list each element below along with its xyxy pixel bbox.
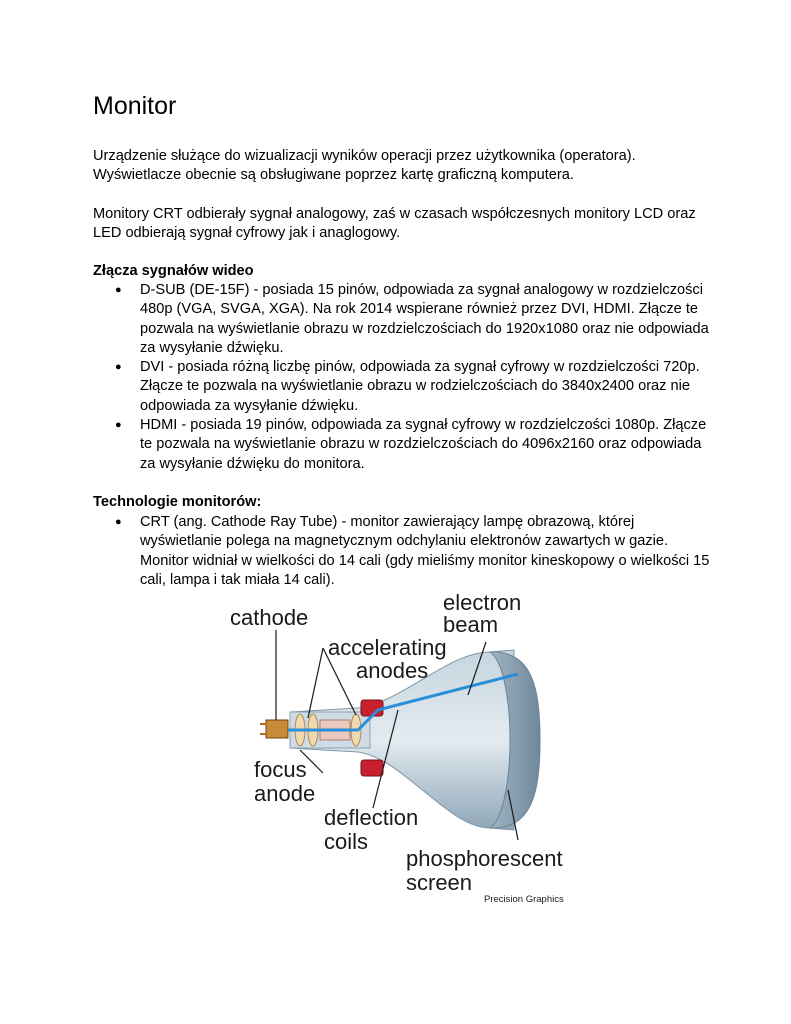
label-coils: coils xyxy=(324,829,369,854)
intro-paragraph-2: Monitory CRT odbierały sygnał analogowy, zaś w czasach współczesnych monitory LCD oraz LED odbierają sygnał cyfrowy jak i anaglogowy. xyxy=(93,206,696,242)
label-cathode: cathode xyxy=(230,605,309,630)
list-item xyxy=(93,281,713,358)
technology-crt-text: CRT (ang. Cathode Ray Tube) - monitor zawierający lampę obrazową, której wyświetlanie polega na magnetycznym odchylaniu elektronów zawartych w gazie. Monitor widniał w wielkości do 14 cali (gdy mieliśmy monitor kineskopowy o wielkości 15 cali, lampa i tak miała 14 cali). xyxy=(140,514,710,588)
crt-diagram xyxy=(228,590,578,908)
list-item xyxy=(93,416,713,474)
label-anodes: anodes xyxy=(356,658,429,683)
figure-credit: Precision Graphics xyxy=(484,894,564,905)
label-deflection: deflection xyxy=(324,805,419,830)
cathode-block xyxy=(266,720,288,738)
label-beam: beam xyxy=(443,612,499,637)
label-accelerating: accelerating xyxy=(328,635,447,660)
connector-dvi-text: DVI - posiada różną liczbę pinów, odpowiada za sygnał cyfrowy w rozdzielczości 720p. Złącze te pozwala na wyświetlanie obrazu w rodzielczościach do 3840x2400 oraz nie odpowiada za wysyłanie dźwięku. xyxy=(140,359,700,414)
label-phosphorescent: phosphorescent xyxy=(406,846,563,871)
connector-hdmi-text: HDMI - posiada 19 pinów, odpowiada za sygnał cyfrowy w rozdzielczości 1080p. Złącze te pozwala na wyświetlanie obrazu w rozdzielczościach do 4096x2160 oraz odpowiada za wysyłanie dźwięku do monitora. xyxy=(140,417,707,472)
technologies-list xyxy=(93,513,713,590)
bullet-icon: ● xyxy=(115,284,122,296)
intro-paragraph-1: Urządzenie służące do wizualizacji wyników operacji przez użytkownika (operatora). Wyświetlacze obecnie są obsługiwane poprzez kartę graficzną komputera. xyxy=(93,148,636,184)
deflection-coil-bottom xyxy=(361,760,383,776)
deflection-coil-top xyxy=(361,700,383,716)
crt-diagram-svg xyxy=(228,590,578,908)
technologies-heading: Technologie monitorów: xyxy=(93,494,262,510)
bullet-icon: ● xyxy=(115,516,122,528)
bullet-icon: ● xyxy=(115,419,122,432)
list-item xyxy=(93,513,713,590)
connectors-list xyxy=(93,281,713,474)
page-title: Monitor xyxy=(93,92,177,120)
connector-dsub-text: D-SUB (DE-15F) - posiada 15 pinów, odpowiada za sygnał analogowy w rozdzielczości 480p (VGA, SVGA, XGA). Na rok 2014 wspierane również przez DVI, HDMI. Złącze te pozwala na wyświetlanie obrazu w rozdzielczościach do 1920x1080 oraz nie odpowiada za wysyłanie dźwięku. xyxy=(140,282,709,356)
list-item xyxy=(93,358,713,416)
label-anode: anode xyxy=(254,781,316,806)
bullet-icon: ● xyxy=(115,361,122,374)
label-electron: electron xyxy=(443,590,522,615)
label-focus: focus xyxy=(254,757,307,782)
label-screen: screen xyxy=(406,870,473,895)
connectors-heading: Złącza sygnałów wideo xyxy=(93,263,254,279)
